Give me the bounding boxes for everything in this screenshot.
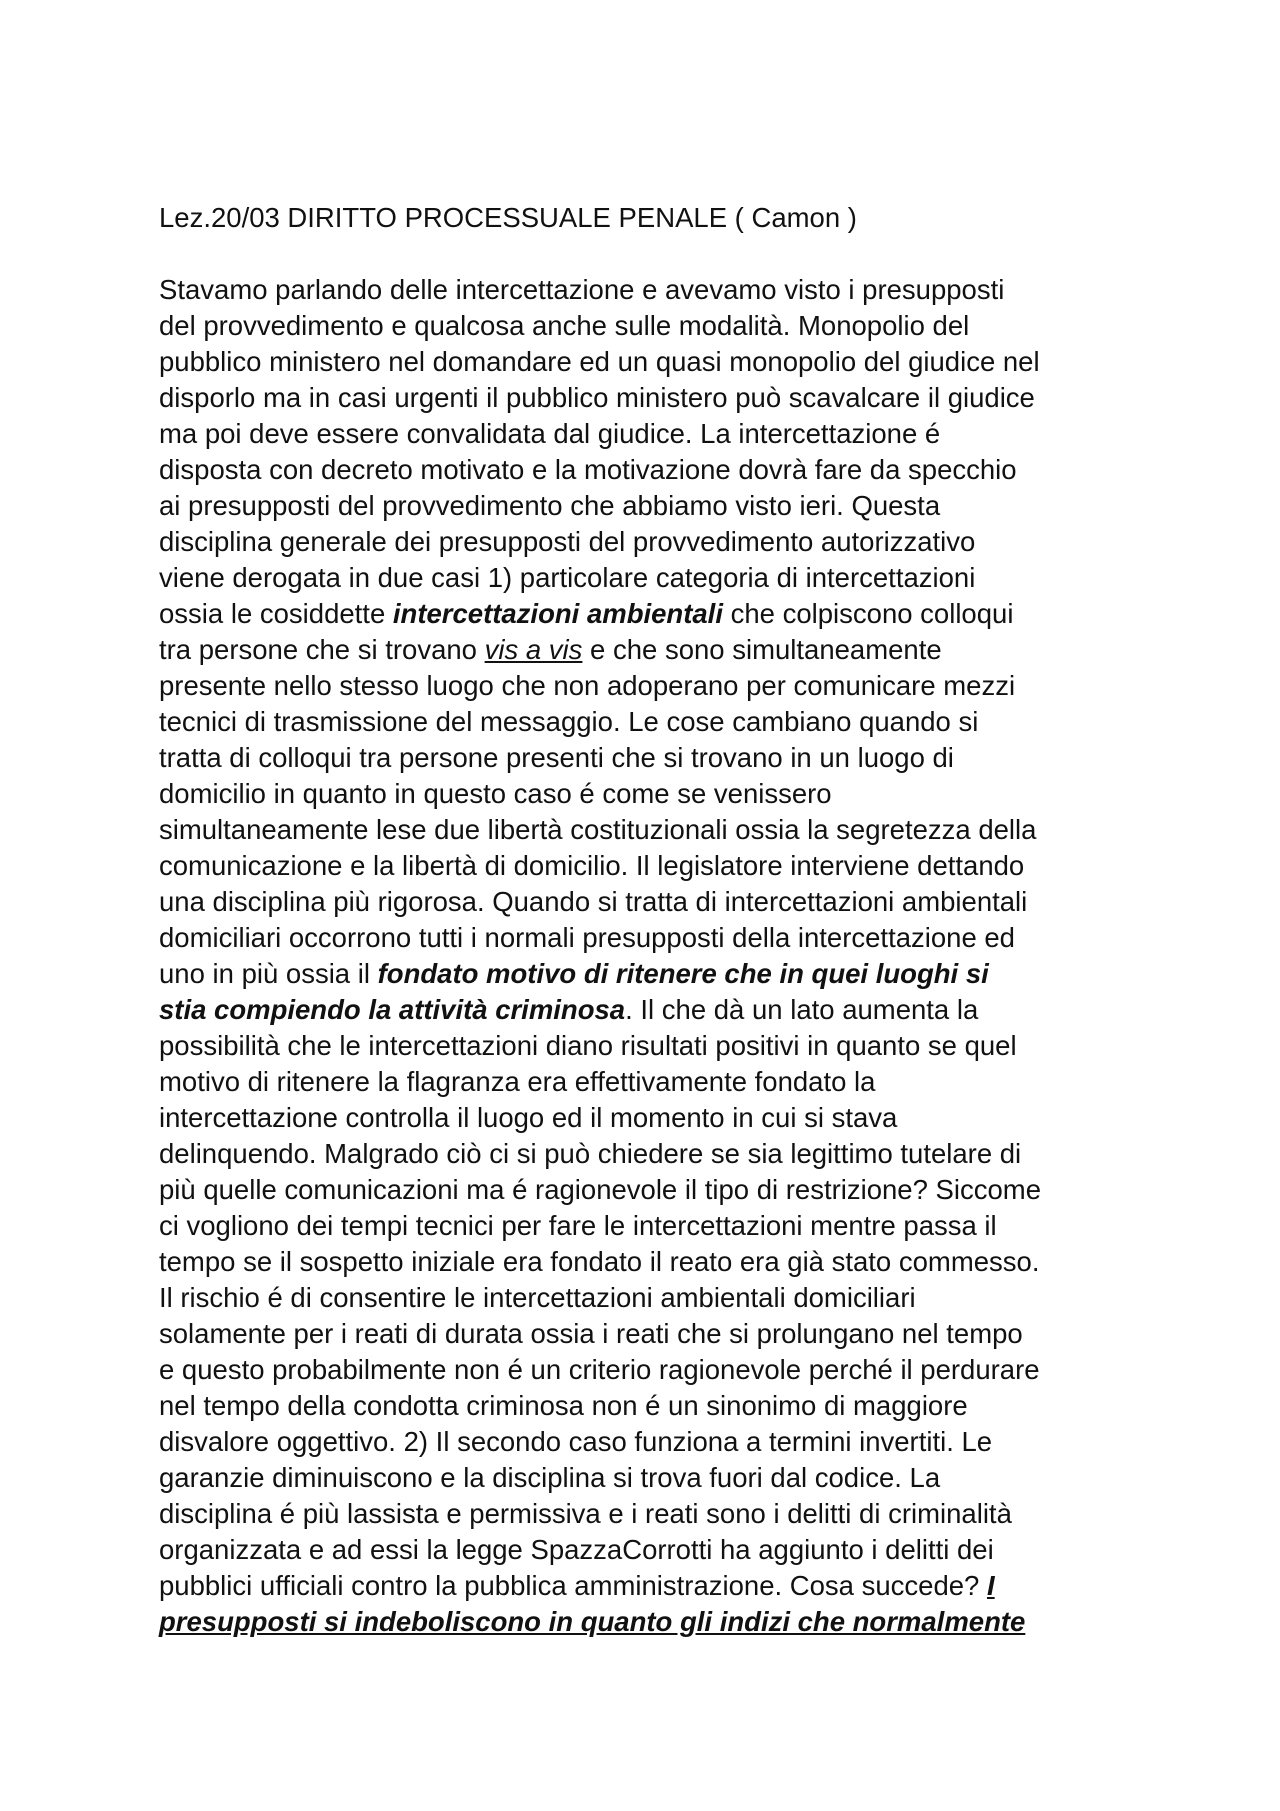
text-line	[159, 992, 1139, 1028]
text-segment: e che sono simultaneamente	[582, 634, 942, 665]
text-line	[159, 956, 1139, 992]
text-line	[159, 560, 1139, 596]
text-segment: ci vogliono dei tempi tecnici per fare le intercettazioni mentre passa il	[159, 1210, 997, 1241]
text-line	[159, 272, 1139, 308]
text-line	[159, 1244, 1139, 1280]
text-segment: disposta con decreto motivato e la motivazione dovrà fare da specchio	[159, 454, 1017, 485]
emphasized-text: I	[986, 1570, 995, 1601]
text-line	[159, 920, 1139, 956]
document-title: Lez.20/03 DIRITTO PROCESSUALE PENALE ( Camon )	[159, 202, 857, 233]
text-segment: Stavamo parlando delle intercettazione e avevamo visto i presupposti	[159, 274, 1005, 305]
text-segment: ma poi deve essere convalidata dal giudice. La intercettazione é	[159, 418, 941, 449]
text-segment: organizzata e ad essi la legge SpazzaCorrotti ha aggiunto i delitti dei	[159, 1534, 994, 1565]
text-line	[159, 1208, 1139, 1244]
text-line	[159, 1532, 1139, 1568]
text-segment: intercettazione controlla il luogo ed il momento in cui si stava	[159, 1102, 898, 1133]
document-body	[159, 272, 1139, 1640]
text-line	[159, 1064, 1139, 1100]
text-segment: pubblici ufficiali contro la pubblica amministrazione. Cosa succede?	[159, 1570, 987, 1601]
text-line	[159, 848, 1139, 884]
text-line	[159, 1028, 1139, 1064]
text-segment: disciplina generale dei presupposti del provvedimento autorizzativo	[159, 526, 976, 557]
text-segment: delinquendo. Malgrado ciò ci si può chiedere se sia legittimo tutelare di	[159, 1138, 1022, 1169]
emphasized-text: vis a vis	[484, 634, 583, 665]
text-line	[159, 776, 1139, 812]
text-line	[159, 380, 1139, 416]
text-segment: . Il che dà un lato aumenta la	[625, 994, 979, 1025]
text-segment: del provvedimento e qualcosa anche sulle modalità. Monopolio del	[159, 310, 970, 341]
text-line	[159, 344, 1139, 380]
text-line	[159, 740, 1139, 776]
text-segment: pubblico ministero nel domandare ed un quasi monopolio del giudice nel	[159, 346, 1040, 377]
text-segment: una disciplina più rigorosa. Quando si tratta di intercettazioni ambientali	[159, 886, 1028, 917]
text-segment: tra persone che si trovano	[159, 634, 485, 665]
text-line	[159, 1460, 1139, 1496]
text-line	[159, 1496, 1139, 1532]
text-line	[159, 596, 1139, 632]
text-line	[159, 1388, 1139, 1424]
text-line	[159, 1100, 1139, 1136]
text-line	[159, 1424, 1139, 1460]
text-line	[159, 668, 1139, 704]
text-segment: viene derogata in due casi 1) particolare categoria di intercettazioni	[159, 562, 976, 593]
text-line	[159, 632, 1139, 668]
emphasized-text: stia compiendo la attività criminosa	[159, 994, 626, 1025]
document-content	[159, 200, 1139, 1640]
text-segment: più quelle comunicazioni ma é ragionevole il tipo di restrizione? Siccome	[159, 1174, 1041, 1205]
text-segment: comunicazione e la libertà di domicilio. Il legislatore interviene dettando	[159, 850, 1025, 881]
text-line	[159, 812, 1139, 848]
text-segment: e questo probabilmente non é un criterio ragionevole perché il perdurare	[159, 1354, 1040, 1385]
text-segment: tratta di colloqui tra persone presenti che si trovano in un luogo di	[159, 742, 954, 773]
text-line	[159, 1280, 1139, 1316]
text-segment: tecnici di trasmissione del messaggio. Le cose cambiano quando si	[159, 706, 979, 737]
text-segment: Il rischio é di consentire le intercettazioni ambientali domiciliari	[159, 1282, 916, 1313]
text-segment: nel tempo della condotta criminosa non é un sinonimo di maggiore	[159, 1390, 968, 1421]
text-segment: ossia le cosiddette	[159, 598, 393, 629]
text-line	[159, 524, 1139, 560]
text-segment: ai presupposti del provvedimento che abbiamo visto ieri. Questa	[159, 490, 941, 521]
emphasized-text: intercettazioni ambientali	[392, 598, 723, 629]
text-segment: domicilio in quanto in questo caso é come se venissero	[159, 778, 832, 809]
text-line	[159, 1136, 1139, 1172]
text-line	[159, 1316, 1139, 1352]
text-line	[159, 884, 1139, 920]
text-line	[159, 452, 1139, 488]
text-line	[159, 1172, 1139, 1208]
text-segment: simultaneamente lese due libertà costituzionali ossia la segretezza della	[159, 814, 1037, 845]
text-line	[159, 416, 1139, 452]
text-segment: disvalore oggettivo. 2) Il secondo caso funziona a termini invertiti. Le	[159, 1426, 993, 1457]
text-segment: presente nello stesso luogo che non adoperano per comunicare mezzi	[159, 670, 1016, 701]
text-segment: disciplina é più lassista e permissiva e i reati sono i delitti di criminalità	[159, 1498, 1012, 1529]
text-segment: domiciliari occorrono tutti i normali presupposti della intercettazione ed	[159, 922, 1015, 953]
emphasized-text: presupposti si indeboliscono in quanto gli indizi che normalmente	[159, 1606, 1026, 1637]
text-segment: uno in più ossia il	[159, 958, 378, 989]
text-line	[159, 704, 1139, 740]
text-segment: garanzie diminuiscono e la disciplina si trova fuori dal codice. La	[159, 1462, 941, 1493]
text-segment: disporlo ma in casi urgenti il pubblico ministero può scavalcare il giudice	[159, 382, 1035, 413]
text-segment: solamente per i reati di durata ossia i reati che si prolungano nel tempo	[159, 1318, 1023, 1349]
text-segment: che colpiscono colloqui	[722, 598, 1014, 629]
text-segment: possibilità che le intercettazioni diano risultati positivi in quanto se quel	[159, 1030, 1017, 1061]
text-line	[159, 488, 1139, 524]
text-line	[159, 1352, 1139, 1388]
emphasized-text: fondato motivo di ritenere che in quei luoghi si	[377, 958, 989, 989]
text-line	[159, 1568, 1139, 1604]
text-segment: tempo se il sospetto iniziale era fondato il reato era già stato commesso.	[159, 1246, 1040, 1277]
text-line	[159, 308, 1139, 344]
text-segment: motivo di ritenere la flagranza era effettivamente fondato la	[159, 1066, 876, 1097]
text-line	[159, 1604, 1139, 1640]
